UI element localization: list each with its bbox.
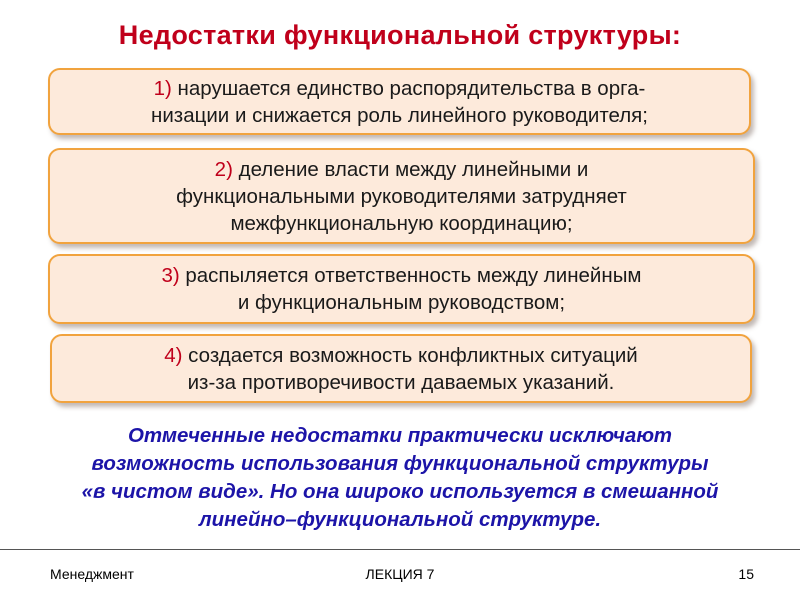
drawback-item-1 <box>48 68 751 135</box>
drawback-item-2-line-1 <box>50 156 753 183</box>
drawback-item-2 <box>48 148 755 244</box>
drawback-item-3-line-1 <box>50 262 753 289</box>
summary-text <box>0 422 800 534</box>
slide-title: Недостатки функциональной структуры: <box>118 20 682 50</box>
summary-line-1: Отмеченные недостатки практически исключают <box>127 424 673 447</box>
drawback-item-1-text-1: нарушается единство распорядительства в орга- <box>171 76 646 100</box>
drawback-item-3-line-2: и функциональным руководством; <box>237 291 566 314</box>
drawback-item-1-number: 1) <box>153 76 172 100</box>
drawback-item-3 <box>48 254 755 324</box>
summary-line-3: «в чистом виде». Но она широко используется в смешанной <box>81 480 719 503</box>
drawback-item-4-line-2: из-за противоречивости даваемых указаний. <box>187 370 615 394</box>
drawback-item-1-line-1 <box>50 75 749 102</box>
summary-line-4: линейно–функциональной структуре. <box>198 508 602 531</box>
drawback-item-2-number: 2) <box>214 157 233 181</box>
footer-course-name: Менеджмент <box>50 566 134 582</box>
drawback-item-4-number: 4) <box>164 343 183 367</box>
footer-lecture-label: ЛЕКЦИЯ 7 <box>365 566 435 582</box>
drawback-item-2-line-3: межфункциональную координацию; <box>230 211 573 235</box>
drawback-item-2-text-1: деление власти между линейными и <box>232 157 589 181</box>
drawback-item-3-number: 3) <box>161 264 180 287</box>
footer-divider <box>0 549 800 550</box>
footer-page-number: 15 <box>738 566 754 582</box>
drawback-item-2-line-2: функциональными руководителями затрудняет <box>176 184 627 208</box>
summary-line-2: возможность использования функциональной структуры <box>91 452 709 475</box>
drawback-item-4-text-1: создается возможность конфликтных ситуаций <box>182 343 638 367</box>
drawback-item-1-line-2: низации и снижается роль линейного руководителя; <box>151 103 648 127</box>
drawback-item-4 <box>50 334 752 403</box>
drawback-item-4-line-1 <box>52 342 750 369</box>
drawback-item-3-text-1: распыляется ответственность между линейным <box>179 264 642 287</box>
